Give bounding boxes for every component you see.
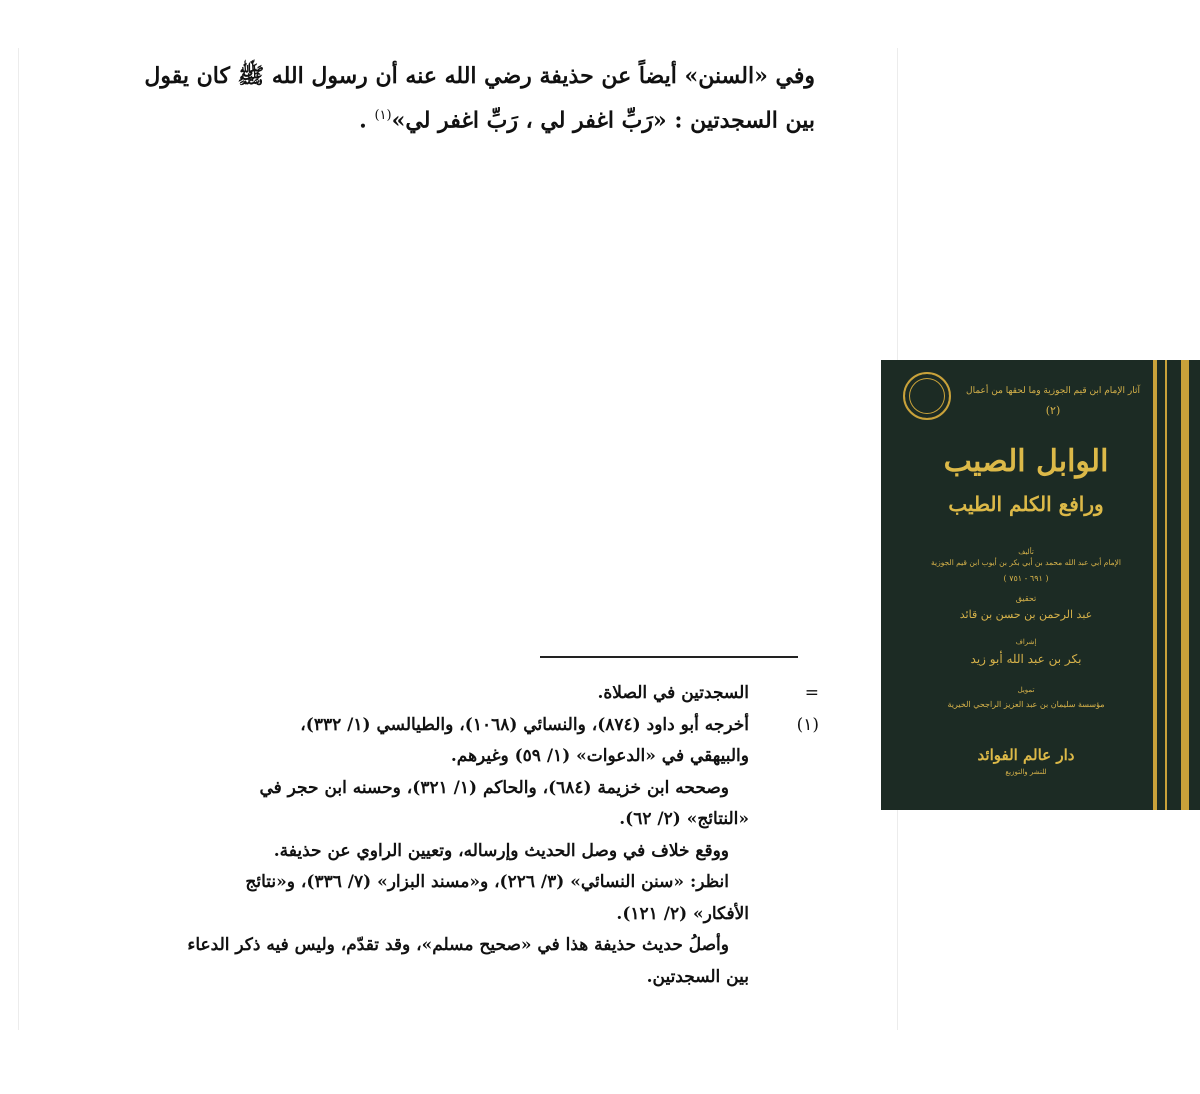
cover-publisher: دار عالم الفوائد	[977, 746, 1075, 764]
cover-supervisor-label: إشراف	[1015, 638, 1037, 646]
footnotes	[112, 678, 819, 993]
footnote-continuation	[112, 678, 819, 710]
footnote-line: «النتائج» (٢/ ٦٢).	[619, 809, 749, 829]
main-line-end: .	[359, 107, 375, 134]
publisher-seal-icon	[903, 372, 951, 420]
cover-author: الإمام أبي عبد الله محمد بن أبي بكر بن أيوب ابن قيم الجوزية	[930, 558, 1122, 567]
cover-subtitle: ورافع الكلم الطيب	[948, 492, 1104, 516]
cover-author-years: ( ٦٩١ - ٧٥١ )	[1003, 574, 1049, 583]
footnote-divider	[540, 656, 798, 658]
cover-funder: مؤسسة سليمان بن عبد العزيز الراجحي الخيرية	[947, 700, 1105, 709]
cover-stripe	[1153, 360, 1157, 810]
main-line-text: بين السجدتين : «رَبِّ اغفر لي ، رَبِّ اغفر لي»	[391, 107, 815, 134]
footnote-line: والبيهقي في «الدعوات» (١/ ٥٩) وغيرهم.	[450, 746, 749, 766]
footnote-line: وصححه ابن خزيمة (٦٨٤)، والحاكم (١/ ٣٢١)، وحسنه ابن حجر في	[259, 777, 729, 798]
cover-stripe	[1165, 360, 1167, 810]
cover-stripe	[1181, 360, 1189, 810]
cover-supervisor: بكر بن عبد الله أبو زيد	[970, 652, 1082, 666]
main-line: وفي «السنن» أيضاً عن حذيفة رضي الله عنه أن رسول الله ﷺ كان يقول	[144, 63, 815, 89]
footnote-line: بين السجدتين.	[646, 966, 749, 987]
cover-editor: عبد الرحمن بن حسن بن قائد	[959, 608, 1093, 621]
footnote-line: أخرجه أبو داود (٨٧٤)، والنسائي (١٠٦٨)، والطيالسي (١/ ٣٣٢)،	[300, 714, 749, 735]
footnote-line: انظر: «سنن النسائي» (٣/ ٢٢٦)، و«مسند البزار» (٧/ ٣٣٦)، و«نتائج	[245, 872, 729, 892]
footnote-line: ووقع خلاف في وصل الحديث وإرساله، وتعيين الراوي عن حذيفة.	[273, 840, 729, 861]
footnote-reference[interactable]: (١)	[374, 108, 392, 123]
footnote-line: الأفكار» (٢/ ١٢١).	[616, 903, 749, 924]
cover-funder-label: تمويل	[1017, 686, 1035, 694]
cover-series-number: (٢)	[1045, 404, 1061, 417]
footnote-line: السجدتين في الصلاة.	[597, 683, 749, 703]
continuation-marker: =	[804, 683, 819, 703]
left-margin-rule	[18, 48, 19, 1030]
main-text	[110, 56, 815, 140]
footnote-1	[112, 710, 819, 742]
cover-author-label: تأليف	[1018, 548, 1034, 556]
cover-publisher-sub: للنشر والتوزيع	[1005, 768, 1047, 776]
main-line	[110, 96, 815, 140]
cover-editor-label: تحقيق	[1015, 594, 1037, 603]
book-cover-image	[881, 360, 1200, 810]
cover-title: الوابل الصيب	[943, 444, 1109, 479]
footnote-marker: (١)	[796, 714, 819, 735]
cover-series: آثار الإمام ابن قيم الجوزية وما لحقها من أعمال	[966, 386, 1140, 396]
footnote-line: وأصلُ حديث حذيفة هذا في «صحيح مسلم»، وقد تقدّم، وليس فيه ذكر الدعاء	[187, 935, 729, 955]
